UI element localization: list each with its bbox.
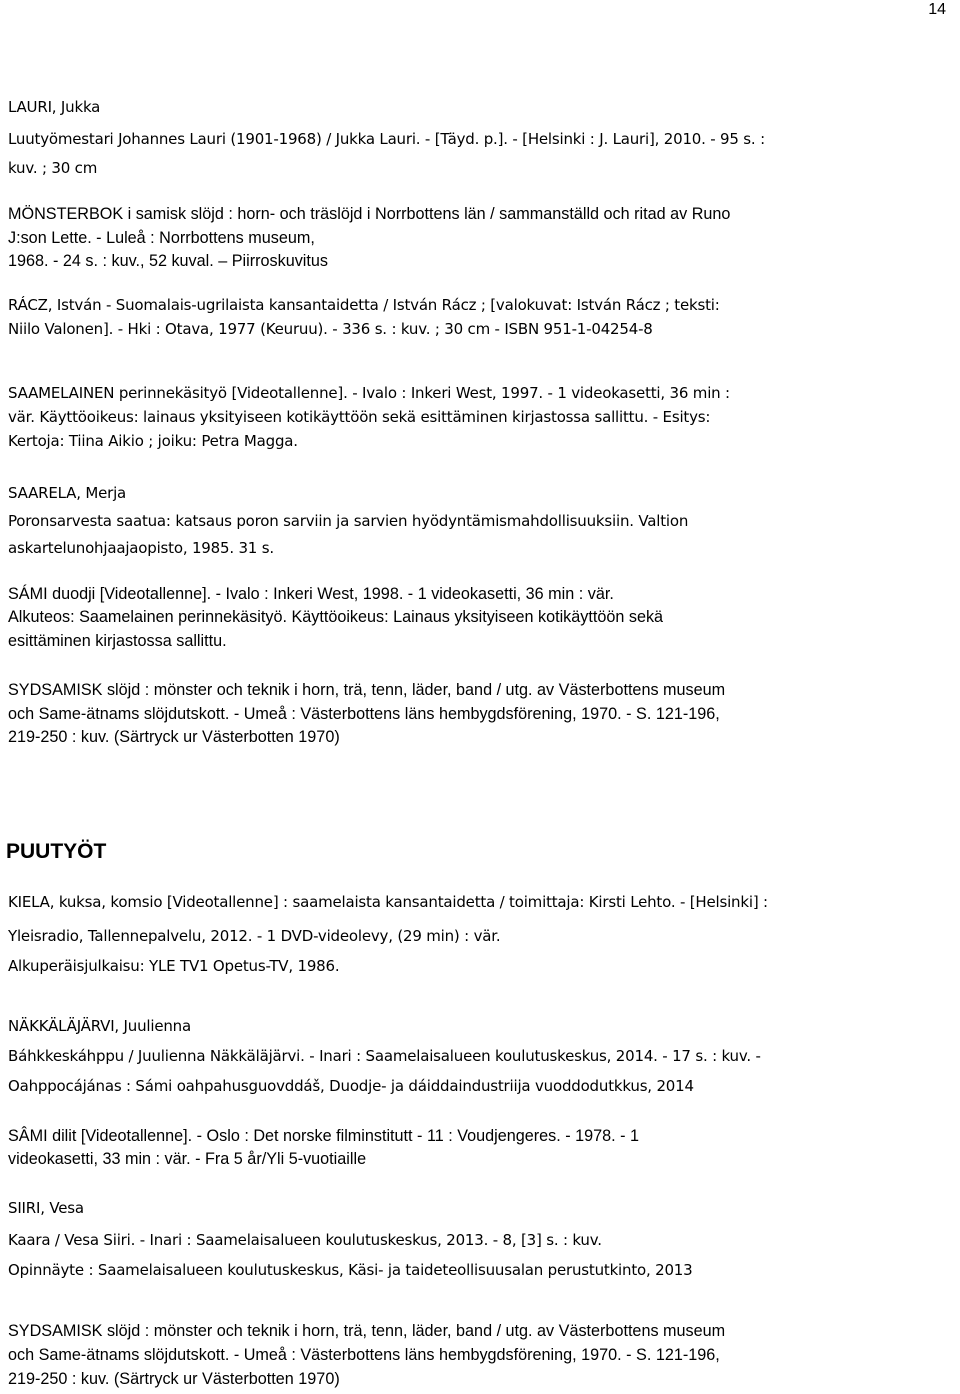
entry-text: askartelunohjaajaopisto, 1985. 31 s. bbox=[8, 539, 274, 557]
entry-text: Báhkkeskáhppu / Juulienna Näkkäläjärvi. - Inari : Saamelaisalueen koulutuskeskus, 2014. - 17 s. : kuv. - bbox=[8, 1047, 761, 1065]
entry-text: MÖNSTERBOK i samisk slöjd : horn- och träslöjd i Norrbottens län / sammanställd och ritad av Runo bbox=[8, 205, 731, 223]
entry-author: NÄKKÄLÄJÄRVI, Juulienna bbox=[8, 1017, 191, 1035]
entry-author: SAARELA, Merja bbox=[8, 484, 127, 502]
entry-text: och Same-ätnams slöjdutskott. - Umeå : Västerbottens läns hembygdsförening, 1970. - S. 121-196, bbox=[8, 705, 720, 723]
entry-text: J:son Lette. - Luleå : Norrbottens museum, bbox=[8, 229, 315, 247]
entry-text: videokasetti, 33 min : vär. - Fra 5 år/Yli 5-vuotiaille bbox=[8, 1150, 367, 1168]
entry-text: Niilo Valonen]. - Hki : Otava, 1977 (Keuruu). - 336 s. : kuv. ; 30 cm - ISBN 951-1-04254-8 bbox=[8, 320, 653, 338]
entry-text: kuv. ; 30 cm bbox=[8, 159, 98, 177]
entry-text: Yleisradio, Tallennepalvelu, 2012. - 1 DVD-videolevy, (29 min) : vär. bbox=[8, 927, 501, 945]
entry-text: 1968. - 24 s. : kuv., 52 kuval. – Piirroskuvitus bbox=[8, 252, 328, 270]
entry-text: SÂMI dilit [Videotallenne]. - Oslo : Det norske filminstitutt - 11 : Voudjengeres. - 1978. - 1 bbox=[8, 1127, 640, 1145]
entry-text: SYDSAMISK slöjd : mönster och teknik i horn, trä, tenn, läder, band / utg. av Västerbottens museum bbox=[8, 681, 726, 699]
entry-text: Opinnäyte : Saamelaisalueen koulutuskeskus, Käsi- ja taideteollisuusalan perustutkinto, 2013 bbox=[8, 1261, 693, 1279]
entry-text: Kertoja: Tiina Aikio ; joiku: Petra Magga. bbox=[8, 432, 298, 450]
entry-text: 219-250 : kuv. (Särtryck ur Västerbotten 1970) bbox=[8, 728, 340, 746]
entry-text: 219-250 : kuv. (Särtryck ur Västerbotten 1970) bbox=[8, 1370, 340, 1388]
entry-text: esittäminen kirjastossa sallittu. bbox=[8, 632, 227, 650]
page-number: 14 bbox=[928, 1, 946, 18]
entry-text: vär. Käyttöoikeus: lainaus yksityiseen kotikäyttöön sekä esittäminen kirjastossa sallittu. - Esitys: bbox=[8, 408, 711, 426]
entry-text: SÁMI duodji [Videotallenne]. - Ivalo : Inkeri West, 1998. - 1 videokasetti, 36 min : vär. bbox=[8, 585, 614, 603]
entry-text: Alkuperäisjulkaisu: YLE TV1 Opetus-TV, 1986. bbox=[8, 957, 340, 975]
entry-text: RÁCZ, István - Suomalais-ugrilaista kansantaidetta / István Rácz ; [valokuvat: István Rácz ; teksti: bbox=[8, 296, 720, 314]
entry-text: KIELA, kuksa, komsio [Videotallenne] : saamelaista kansantaidetta / toimittaja: Kirsti Lehto. - [Helsinki] : bbox=[8, 893, 768, 911]
entry-text: Poronsarvesta saatua: katsaus poron sarviin ja sarvien hyödyntämismahdollisuuksiin. Valtion bbox=[8, 512, 689, 530]
section-heading: PUUTYÖT bbox=[6, 840, 107, 863]
entry-text: SYDSAMISK slöjd : mönster och teknik i horn, trä, tenn, läder, band / utg. av Västerbottens museum bbox=[8, 1322, 726, 1340]
entry-text: SAAMELAINEN perinnekäsityö [Videotallenne]. - Ivalo : Inkeri West, 1997. - 1 videokasetti, 36 min : bbox=[8, 384, 730, 402]
entry-text: Kaara / Vesa Siiri. - Inari : Saamelaisalueen koulutuskeskus, 2013. - 8, [3] s. : kuv. bbox=[8, 1231, 602, 1249]
entry-text: Alkuteos: Saamelainen perinnekäsityö. Käyttöoikeus: Lainaus yksityiseen kotikäyttöön sekä bbox=[8, 608, 664, 626]
entry-author: LAURI, Jukka bbox=[8, 98, 101, 116]
entry-text: Oahppocájánas : Sámi oahpahusguovddáš, Duodje- ja dáiddaindustriija vuoddodutkkus, 2014 bbox=[8, 1077, 694, 1095]
entry-author: SIIRI, Vesa bbox=[8, 1199, 84, 1217]
entry-text: och Same-ätnams slöjdutskott. - Umeå : Västerbottens läns hembygdsförening, 1970. - S. 121-196, bbox=[8, 1346, 720, 1364]
entry-text: Luutyömestari Johannes Lauri (1901-1968) / Jukka Lauri. - [Täyd. p.]. - [Helsinki : J. Lauri], 2010. - 95 s. : bbox=[8, 130, 765, 148]
